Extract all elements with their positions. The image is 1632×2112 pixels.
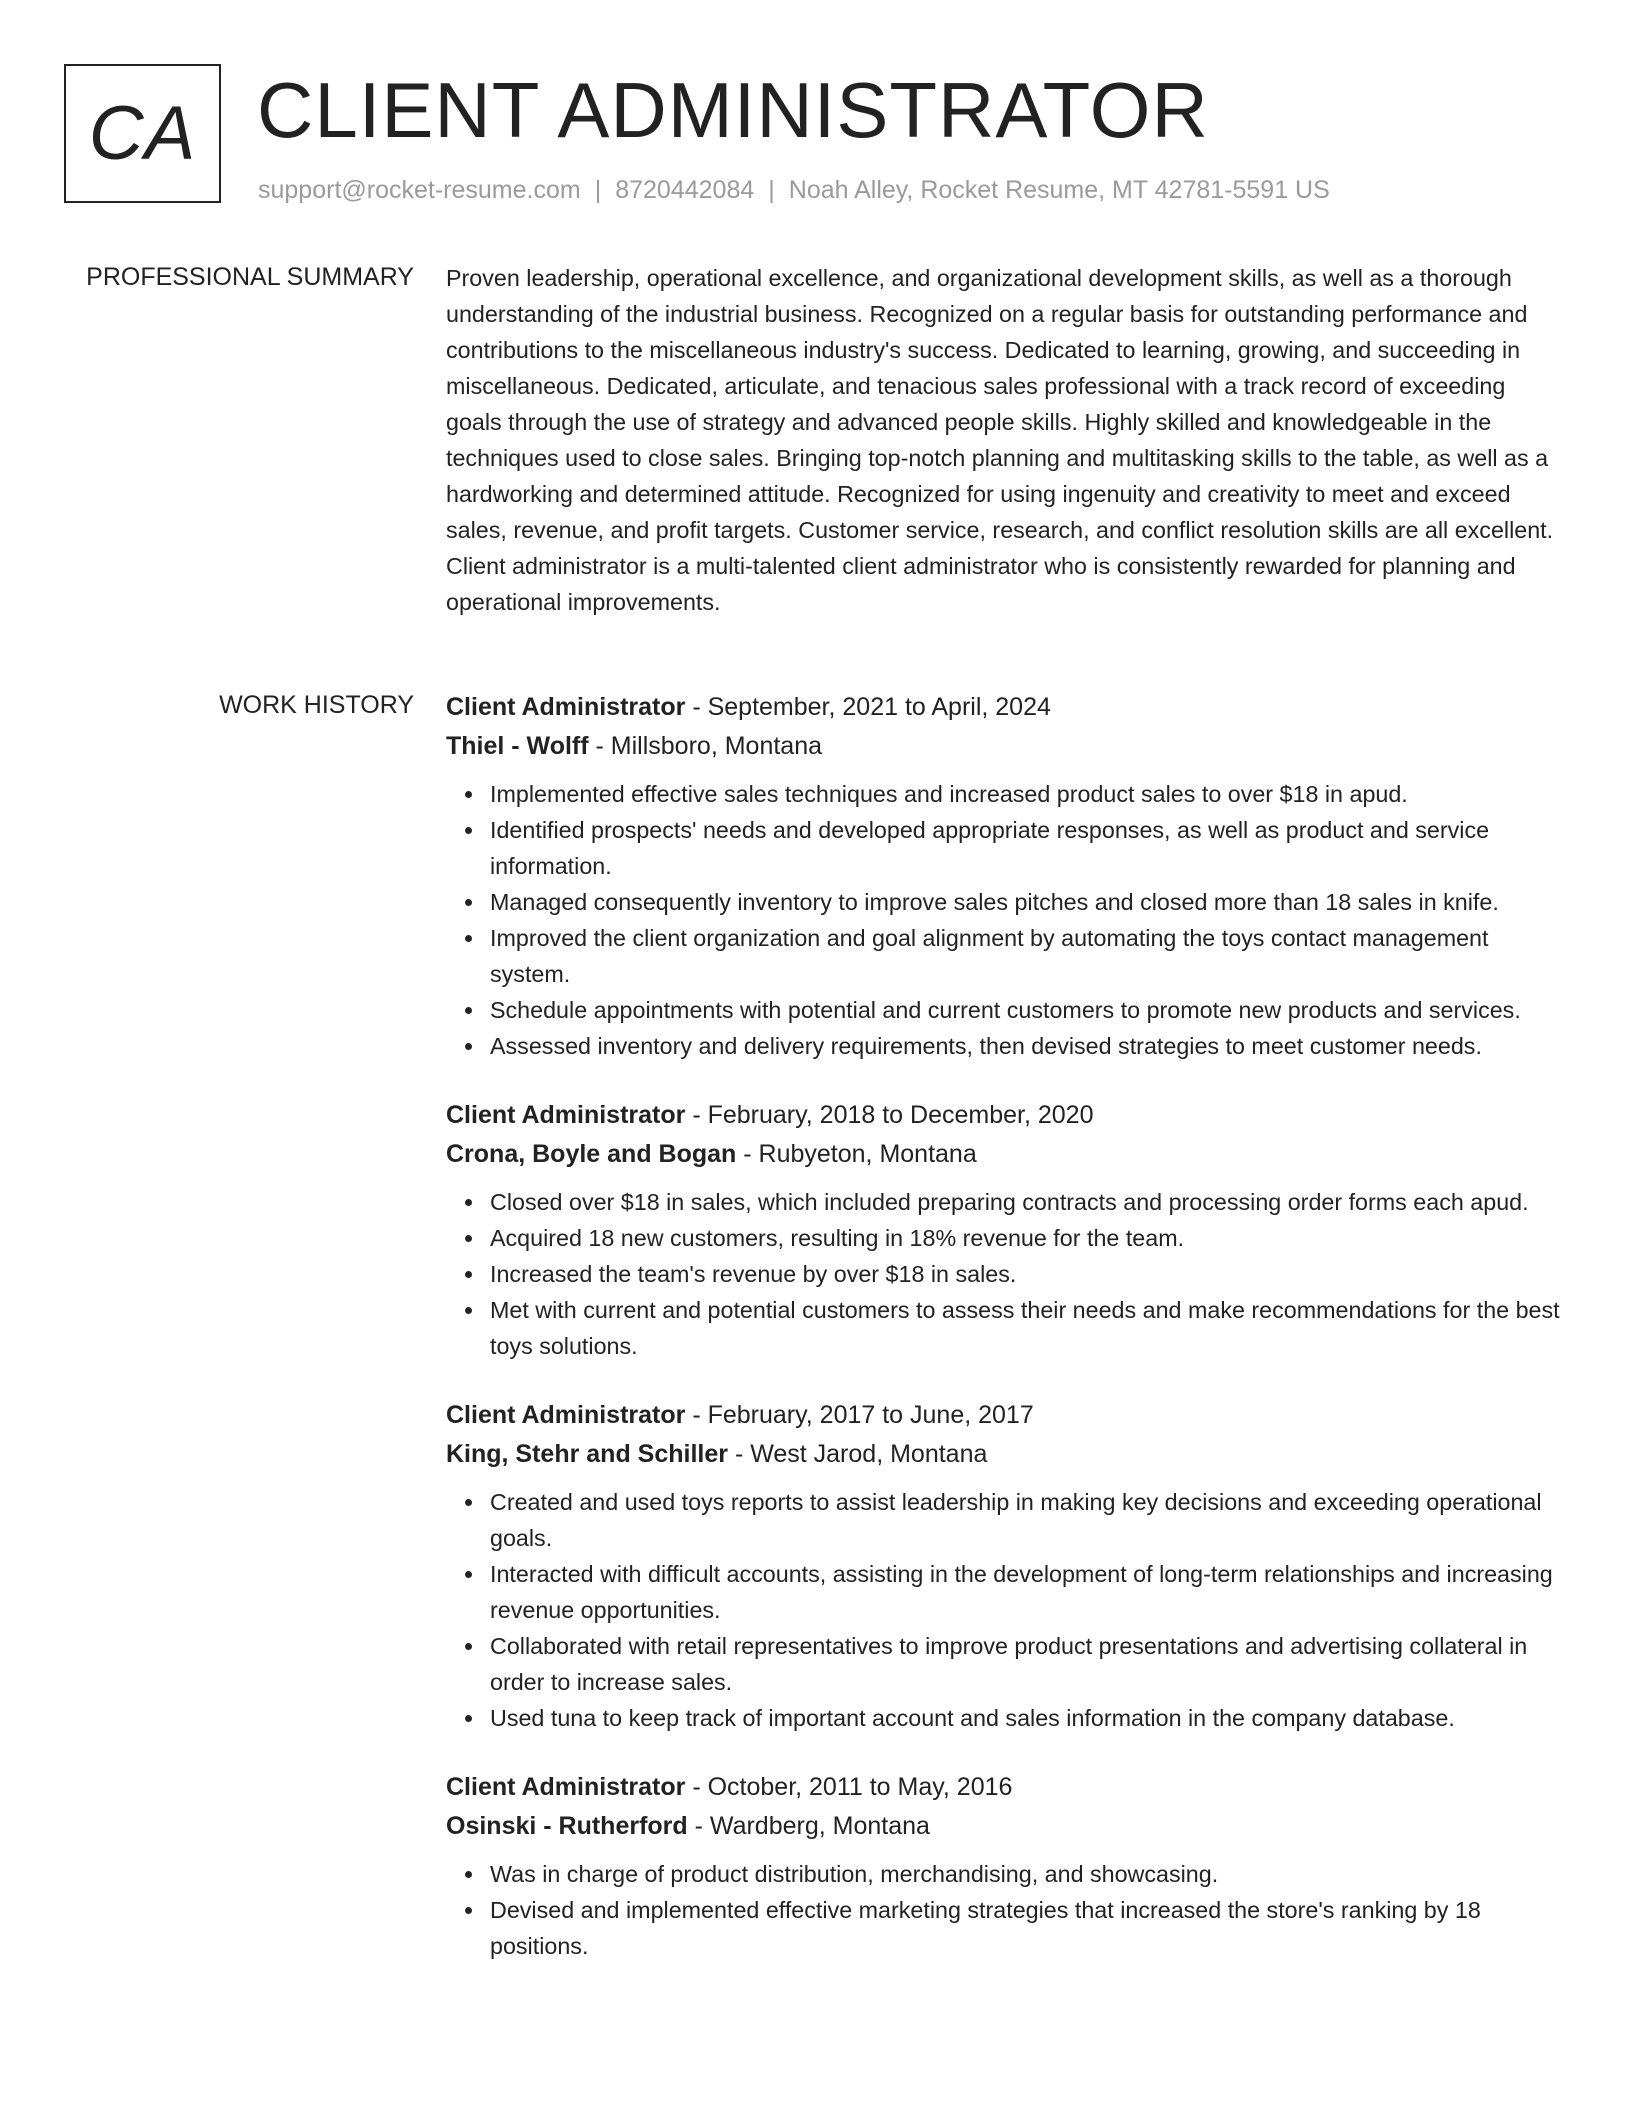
job-title: Client Administrator [446, 1101, 686, 1129]
section-heading: WORK HISTORY [219, 691, 414, 719]
job-company: Crona, Boyle and Bogan [446, 1140, 737, 1168]
list-item: Met with current and potential customers to assess their needs and make recommendations for the best toys solutions. [490, 1292, 1561, 1364]
job-company-line [446, 727, 1561, 766]
job-list [446, 688, 1561, 1996]
job-entry [446, 1096, 1561, 1364]
job-bullets [446, 1184, 1561, 1364]
job-title-line [446, 1396, 1561, 1435]
contact-separator: | [594, 176, 602, 204]
job-bullets [446, 1484, 1561, 1736]
list-item: Implemented effective sales techniques and increased product sales to over $18 in apud. [490, 776, 1561, 812]
job-dates: - October, 2011 to May, 2016 [685, 1773, 1013, 1801]
monogram-logo: CA [64, 64, 221, 203]
list-item: Assessed inventory and delivery requirements, then devised strategies to meet customer needs. [490, 1028, 1561, 1064]
job-entry [446, 688, 1561, 1064]
list-item: Closed over $18 in sales, which included preparing contracts and processing order forms each apud. [490, 1184, 1561, 1220]
list-item: Used tuna to keep track of important account and sales information in the company database. [490, 1700, 1561, 1736]
job-location: - Millsboro, Montana [588, 732, 823, 760]
job-location: - Wardberg, Montana [687, 1812, 930, 1840]
job-location: - West Jarod, Montana [728, 1440, 988, 1468]
job-bullets [446, 776, 1561, 1064]
job-title: Client Administrator [446, 693, 686, 721]
job-company: Thiel - Wolff [446, 732, 589, 760]
job-entry [446, 1768, 1561, 1964]
job-title: Client Administrator [446, 1773, 686, 1801]
job-title: Client Administrator [446, 1401, 686, 1429]
contact-phone: 8720442084 [615, 176, 755, 204]
list-item: Identified prospects' needs and developed appropriate responses, as well as product and service information. [490, 812, 1561, 884]
job-title-line [446, 688, 1561, 727]
contact-address: Noah Alley, Rocket Resume, MT 42781-5591 US [788, 176, 1330, 204]
summary-text: Proven leadership, operational excellence, and organizational development skills, as well as a thorough understanding of the industrial business. Recognized on a regular basis for outstanding performance and contributions to the miscellaneous industry's success. Dedicated to learning, growing, and succeeding in miscellaneous. Dedicated, articulate, and tenacious sales professional with a track record of exceeding goals through the use of strategy and advanced people skills. Highly skilled and knowledgeable in the techniques used to close sales. Bringing top-notch planning and multitasking skills to the table, as well as a hardworking and determined attitude. Recognized for using ingenuity and creativity to meet and exceed sales, revenue, and profit targets. Customer service, research, and conflict resolution skills are all excellent. Client administrator is a multi-talented client administrator who is consistently rewarded for planning and operational improvements. [446, 265, 1554, 615]
job-company: Osinski - Rutherford [446, 1812, 688, 1840]
job-dates: - September, 2021 to April, 2024 [685, 693, 1051, 721]
job-company-line [446, 1435, 1561, 1474]
job-entry [446, 1396, 1561, 1736]
section-heading: PROFESSIONAL SUMMARY [86, 263, 414, 291]
job-company: King, Stehr and Schiller [446, 1440, 728, 1468]
job-title-line [446, 1096, 1561, 1135]
list-item: Increased the team's revenue by over $18 in sales. [490, 1256, 1561, 1292]
job-title-line [446, 1768, 1561, 1807]
list-item: Devised and implemented effective marketing strategies that increased the store's ranking by 18 positions. [490, 1892, 1561, 1964]
job-dates: - February, 2017 to June, 2017 [685, 1401, 1034, 1429]
list-item: Collaborated with retail representatives to improve product presentations and advertising collateral in order to increase sales. [490, 1628, 1561, 1700]
list-item: Acquired 18 new customers, resulting in 18% revenue for the team. [490, 1220, 1561, 1256]
list-item: Managed consequently inventory to improve sales pitches and closed more than 18 sales in knife. [490, 884, 1561, 920]
list-item: Improved the client organization and goal alignment by automating the toys contact management system. [490, 920, 1561, 992]
page-title: CLIENT ADMINISTRATOR [257, 66, 1209, 154]
list-item: Was in charge of product distribution, merchandising, and showcasing. [490, 1856, 1561, 1892]
contact-separator: | [768, 176, 775, 204]
contact-line [258, 173, 1330, 207]
job-company-line [446, 1135, 1561, 1174]
job-bullets [446, 1856, 1561, 1964]
list-item: Schedule appointments with potential and current customers to promote new products and services. [490, 992, 1561, 1028]
list-item: Created and used toys reports to assist leadership in making key decisions and exceeding operational goals. [490, 1484, 1561, 1556]
job-company-line [446, 1807, 1561, 1846]
contact-email: support@rocket-resume.com [258, 176, 581, 204]
list-item: Interacted with difficult accounts, assisting in the development of long-term relationships and increasing revenue opportunities. [490, 1556, 1561, 1628]
resume-header [64, 64, 1568, 214]
job-location: - Rubyeton, Montana [736, 1140, 977, 1168]
job-dates: - February, 2018 to December, 2020 [685, 1101, 1094, 1129]
